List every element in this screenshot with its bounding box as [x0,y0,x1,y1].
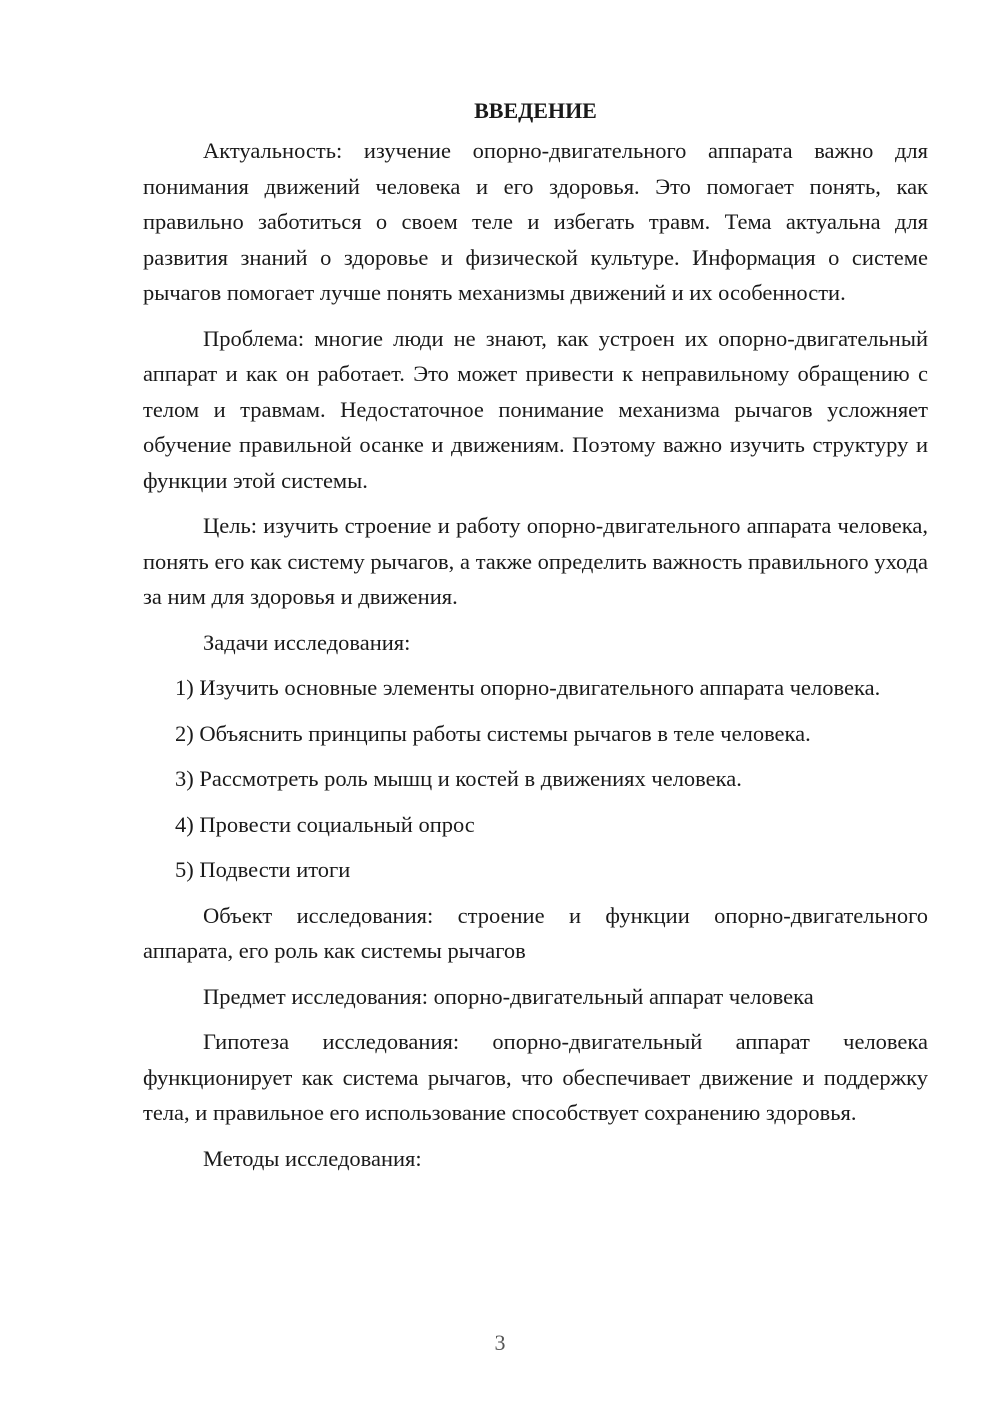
hypothesis-paragraph: Гипотеза исследования: опорно-двигательный аппарат человека функционирует как система рычагов, что обеспечивает движение и поддержку тела, и правильное его использование способствует сохранению здоровья. [143,1029,928,1125]
task-item-4: 4) Провести социальный опрос [175,811,475,837]
methods-paragraph: Методы исследования: [203,1145,422,1171]
tasks-heading: Задачи исследования: [203,629,411,655]
subject-paragraph: Предмет исследования: опорно-двигательный аппарат человека [203,983,814,1009]
task-item-5: 5) Подвести итоги [175,857,351,882]
task-item-2: 2) Объяснить принципы работы системы рычагов в теле человека. [175,720,811,746]
object-paragraph: Объект исследования: строение и функции опорно-двигательного аппарата, его роль как системы рычагов [143,902,928,963]
problem-paragraph: Проблема: многие люди не знают, как устроен их опорно-двигательный аппарат и как он работает. Это может привести к неправильному обращению с телом и травмам. Недостаточное понимание механизма рычагов усложняет обучение правильной осанке и движениям. Поэтому важно изучить структуру и функции этой системы. [143,325,928,493]
document-title: ВВЕДЕНИЕ [474,98,597,123]
page-number: 3 [494,1330,506,1355]
task-item-3: 3) Рассмотреть роль мышц и костей в движениях человека. [175,766,742,791]
task-item-1: 1) Изучить основные элементы опорно-двигательного аппарата человека. [175,675,881,700]
document-page [143,93,928,1176]
goal-paragraph: Цель: изучить строение и работу опорно-двигательного аппарата человека, понять его как систему рычагов, а также определить важность правильного ухода за ним для здоровья и движения. [143,513,928,609]
relevance-paragraph: Актуальность: изучение опорно-двигательного аппарата важно для понимания движений человека и его здоровья. Это помогает понять, как правильно заботиться о своем теле и избегать травм. Тема актуальна для развития знаний о здоровье и физической культуре. Информация о системе рычагов помогает лучше понять механизмы движений и их особенности. [143,138,928,305]
